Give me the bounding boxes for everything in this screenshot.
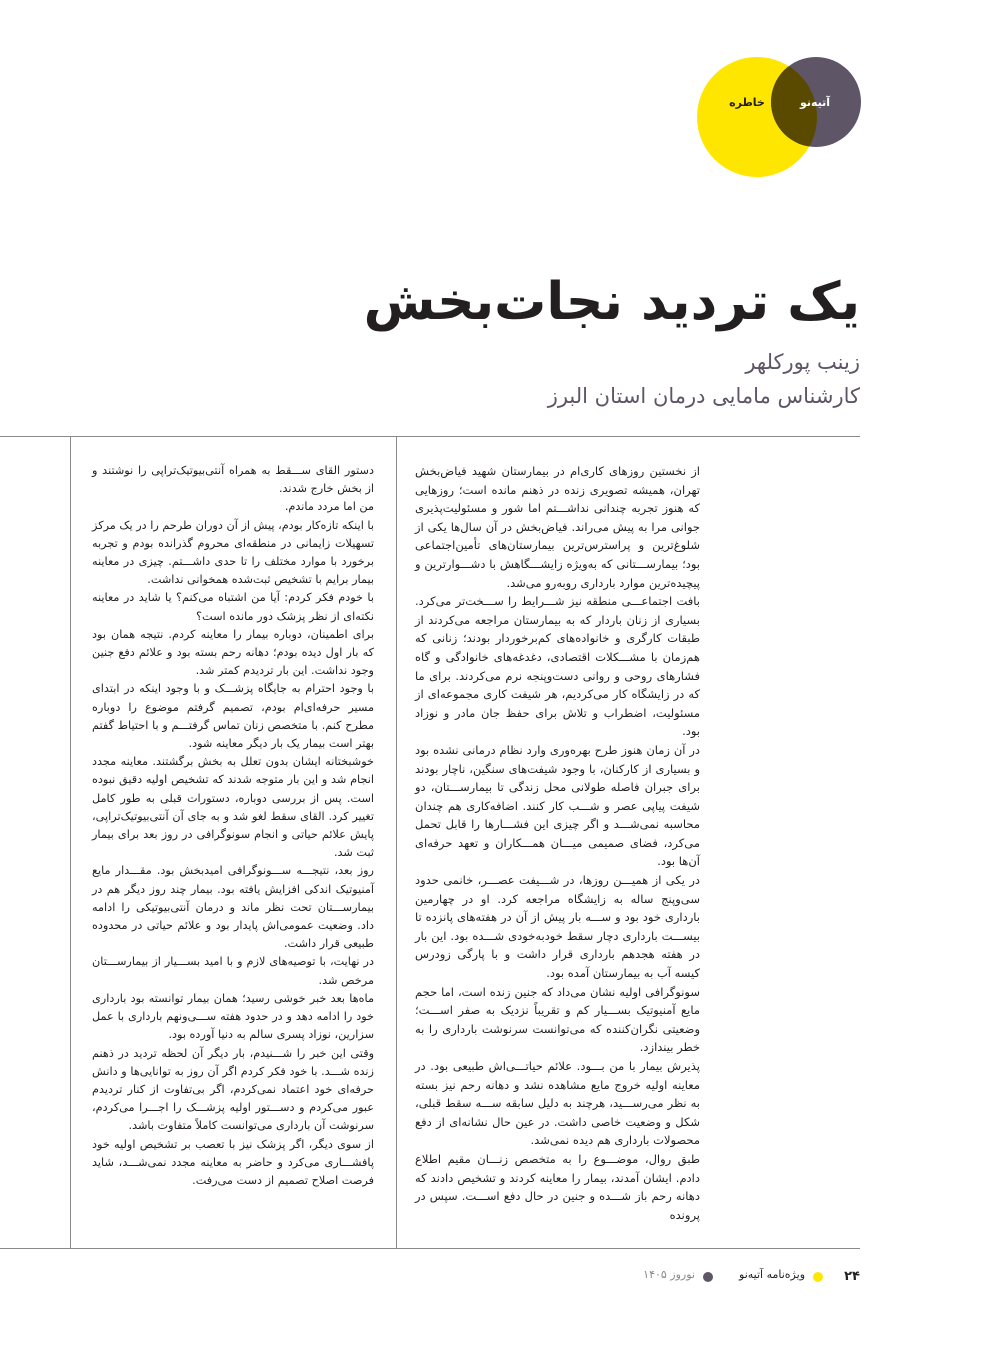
section-tag-primary: آتیه‌نو: [799, 96, 831, 109]
paragraph: با وجود احترام به جایگاه پزشـــک و با وجود اینکه در ابتدای مسیر حرفه‌ای‌ام بودم، تصمیم گرفتم موضوع را دوباره مطرح کنم. با متخصص زنان تماس گرفتـــم و با احتیاط گفتم بهتر است بیمار یک بار دیگر معاینه شود.: [92, 682, 374, 751]
paragraph: بافت اجتماعـــی منطقه نیز شـــرایط را ســـخت‌تر می‌کرد. بسیاری از زنان باردار که به بیمارستان مراجعه می‌کردند از طبقات کارگری و خانواده‌های کم‌برخوردار بودند؛ زنانی که هم‌زمان با مشـــکلات اقتصادی، دغدغه‌های خانوادگی و گاه فشارهای روحی و روانی دست‌وپنجه نرم می‌کردند. برای ما که در زایشگاه کار می‌کردیم، هر شیفت کاری مجموعه‌ای از مسئولیت، اضطراب و تلاش برای حفظ جان مادر و نوزاد بود.: [415, 594, 700, 739]
page-number: ۲۴: [844, 1268, 860, 1284]
magazine-name: ویژه‌نامه آتیه‌نو: [739, 1268, 805, 1281]
body-column-left: [92, 462, 374, 1190]
paragraph: در نهایت، با توصیه‌های لازم و با امید بســـیار از بیمارســـتان مرخص شد.: [92, 955, 374, 987]
article-title: یک تردید نجات‌بخش: [363, 272, 860, 332]
paragraph: سونوگرافی اولیه نشان می‌داد که جنین زنده است، اما حجم مایع آمنیوتیک بســـیار کم و تقریباً نزدیک به صفر اســـت؛ وضعیتی نگران‌کننده که می‌توانست سرنوشت بارداری را به خطر بیندازد.: [415, 984, 700, 1055]
paragraph: دستور القای ســـقط به همراه آنتی‌بیوتیک‌تراپی را نوشتند و از بخش خارج شدند.: [92, 464, 374, 496]
article-author: زینب پورکلهر: [745, 350, 860, 374]
paragraph: برای اطمینان، دوباره بیمار را معاینه کردم. نتیجه همان بود که بار اول دیده بودم؛ دهانه رحم بسته بود و علائم دفع جنین وجود نداشت. این بار تردیدم کمتر شد.: [92, 627, 374, 678]
left-column-rule: [70, 436, 71, 1248]
issue-label: نوروز ۱۴۰۵: [643, 1268, 695, 1281]
top-divider: [0, 436, 860, 437]
paragraph: با اینکه تازه‌کار بودم، پیش از آن دوران طرحم را در یک مرکز تسهیلات زایمانی در منطقه‌ای محروم گذرانده بودم و تجربه برخورد با موارد مختلف را تا حدی داشـــتم. چیزی در معاینه بیمار برایم با تشخیص ثبت‌شده همخوانی نداشت.: [92, 518, 374, 587]
footer-dot-yellow-icon: [813, 1272, 823, 1282]
paragraph: با خودم فکر کردم: آیا من اشتباه می‌کنم؟ یا شاید در معاینه نکته‌ای از نظر پزشک دور مانده است؟: [92, 591, 374, 623]
body-column-right: [415, 462, 700, 1224]
bottom-divider: [0, 1248, 860, 1249]
paragraph: در یکی از همیـــن روزها، در شـــیفت عصـــر، خانمی حدود سی‌وپنج ساله به زایشگاه مراجعه کرد. او در چهارمین بارداری خود بود و ســـه بار پیش از آن در هفته‌های پانزده تا بیســـت بارداری دچار سقط خودبه‌خودی شـــده بود. این بار در هفته هجدهم بارداری قرار داشت و با پارگی زودرس کیسه آب به بیمارستان آمده بود.: [415, 873, 700, 981]
footer-dot-gray-icon: [703, 1272, 713, 1282]
paragraph: پذیرش بیمار با من بـــود. علائم حیاتـــی‌اش طبیعی بود. در معاینه اولیه خروج مایع مشاهده نشد و دهانه رحم نیز بسته به نظر می‌رســـید، هرچند به دلیل سابقه ســـه سقط قبلی، شکل و وضعیت خاصی داشت. در عین حال نشانه‌ای از دفع محصولات بارداری هم دیده نمی‌شد.: [415, 1059, 700, 1148]
paragraph: طبق روال، موضـــوع را به متخصص زنـــان مقیم اطلاع دادم. ایشان آمدند، بیمار را معاینه کردند و تشخیص دادند که دهانه رحم باز شـــده و جنین در حال دفع اســـت. سپس در پرونده: [415, 1151, 700, 1222]
article-author-role: کارشناس مامایی درمان استان البرز: [547, 384, 860, 408]
paragraph: در آن زمان هنوز طرح بهره‌وری وارد نظام درمانی نشده بود و بسیاری از کارکنان، با وجود شیفت‌های سنگین، ناچار بودند برای جبران فاصله طولانی محل زندگی تا بیمارســـتان، دو شیفت پیاپی عصر و شـــب کار کنند. اضافه‌کاری هم چندان محاسبه نمی‌شـــد و اگر چیزی این فشـــارها را قابل تحمل می‌کرد، فضای صمیمی میـــان همـــکاران و تعهد حرفه‌ای آن‌ها بود.: [415, 742, 700, 869]
paragraph: خوشبختانه ایشان بدون تعلل به بخش برگشتند. معاینه مجدد انجام شد و این بار متوجه شدند که تشخیص اولیه دقیق نبوده است. پس از بررسی دوباره، دستورات قبلی به طور کامل تغییر کرد. القای سقط لغو شد و به جای آن آنتی‌بیوتیک‌تراپی، پایش علائم حیاتی و انجام سونوگرافی در روز بعد برای بیمار ثبت شد.: [92, 755, 374, 860]
middle-column-rule: [396, 436, 397, 1248]
paragraph: روز بعد، نتیجـــه ســـونوگرافی امیدبخش بود. مقـــدار مایع آمنیوتیک اندکی افزایش یافته بود. بیمار چند روز دیگر هم در بیمارســـتان تحت نظر ماند و درمان آنتی‌بیوتیکی را ادامه داد. وضعیت عمومی‌اش پایدار بود و علائم حیاتی در محدوده طبیعی قرار داشت.: [92, 864, 374, 951]
paragraph: ماه‌ها بعد خبر خوشی رسید؛ همان بیمار توانسته بود بارداری خود را ادامه دهد و در حدود هفته ســـی‌ونهم بارداری با عمل سزارین، نوزاد پسری سالم به دنیا آورده بود.: [92, 991, 374, 1042]
paragraph: من اما مردد ماندم.: [284, 500, 374, 514]
paragraph: وقتی این خبر را شـــنیدم، بار دیگر آن لحظه تردید در ذهنم زنده شـــد. با خود فکر کردم اگر آن روز به توانایی‌ها و دانش حرفه‌ای خود اعتماد نمی‌کردم، اگر بی‌تفاوت از کنار تردیدم عبور می‌کردم و دســـتور اولیه پزشـــک را اجـــرا می‌کردم، سرنوشت آن بارداری می‌توانست کاملاً متفاوت باشد.: [92, 1046, 374, 1133]
paragraph: از نخستین روزهای کاری‌ام در بیمارستان شهید فیاض‌بخش تهران، همیشه تصویری زنده در ذهنم مانده است؛ روزهایی که هنوز تجربه چندانی نداشـــتم اما شور و مسئولیت‌پذیری جوانی مرا به پیش می‌راند. فیاض‌بخش در آن سال‌ها یکی از شلوغ‌ترین و پراسترس‌ترین بیمارستان‌های تأمین‌اجتماعی بود؛ بیمارســـتانی که به‌ویژه زایشـــگاهش با دشـــوارترین و پیچیده‌ترین موارد بارداری روبه‌رو می‌شد.: [415, 464, 700, 590]
paragraph: از سوی دیگر، اگر پزشک نیز با تعصب بر تشخیص اولیه خود پافشـــاری می‌کرد و حاضر به معاینه مجدد نمی‌شـــد، شاید فرصت اصلاح تصمیم از دست می‌رفت.: [92, 1137, 374, 1187]
section-tag-secondary: خاطره: [729, 96, 765, 109]
